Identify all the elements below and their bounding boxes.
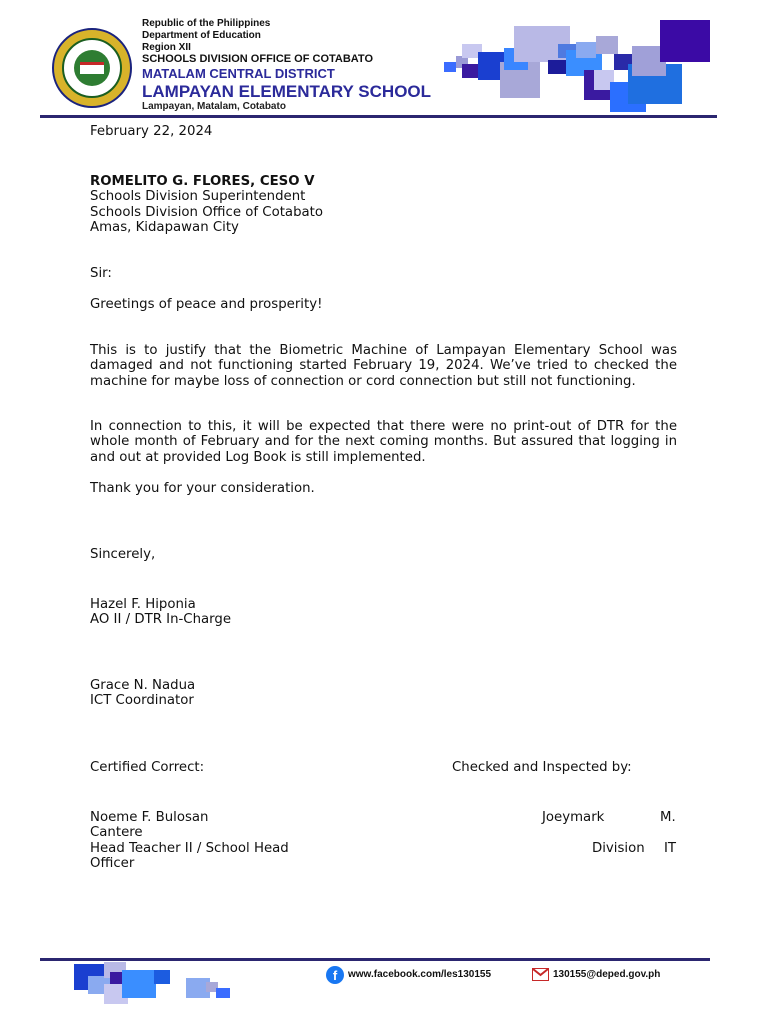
salutation: Sir:: [90, 266, 112, 281]
gmail-icon: [532, 968, 549, 981]
footer-divider: [40, 958, 710, 961]
letterhead-school-name: LAMPAYAN ELEMENTARY SCHOOL: [142, 82, 432, 101]
closing: Sincerely,: [90, 547, 156, 562]
greeting: Greetings of peace and prosperity!: [90, 297, 323, 312]
body-paragraph-2: In connection to this, it will be expected that there were no print-out of DTR for the whole month of February and for the next coming months. But assured that logging in and out at provided Log Book is still implemented.: [90, 419, 677, 465]
letterhead-republic: Republic of the Philippines: [142, 18, 271, 29]
signatory-name: Grace N. Nadua: [90, 678, 196, 693]
thanks-line: Thank you for your consideration.: [90, 481, 315, 496]
certified-correct-label: Certified Correct:: [90, 760, 205, 775]
certifier-name-continued: Cantere: [90, 825, 143, 840]
inspector-name-initial: M.: [660, 810, 676, 825]
inspector-position: Division: [592, 841, 645, 856]
inspector-position-continued: IT: [664, 841, 677, 856]
certifier-position: Head Teacher II / School Head: [90, 841, 289, 856]
letterhead-district: MATALAM CENTRAL DISTRICT: [142, 66, 335, 81]
letterhead-region: Region XII: [142, 42, 191, 53]
signatory-position: ICT Coordinator: [90, 693, 194, 708]
body-paragraph-1: This is to justify that the Biometric Machine of Lampayan Elementary School was damaged and not functioning started February 19, 2024. We’ve tried to checked the machine for maybe loss of connection or cord connection but still not functioning.: [90, 343, 677, 389]
signatory-position: AO II / DTR In-Charge: [90, 612, 232, 627]
facebook-link[interactable]: www.facebook.com/les130155: [348, 969, 492, 980]
letterhead-department: Department of Education: [142, 30, 261, 41]
letter-date: February 22, 2024: [90, 124, 213, 139]
certifier-name: Noeme F. Bulosan: [90, 810, 209, 825]
letterhead-division-office: SCHOOLS DIVISION OFFICE OF COTABATO: [142, 53, 374, 65]
signatory-name: Hazel F. Hiponia: [90, 597, 196, 612]
recipient-office: Schools Division Office of Cotabato: [90, 205, 324, 220]
recipient-title: Schools Division Superintendent: [90, 189, 306, 204]
inspector-name-first: Joeymark: [542, 810, 605, 825]
recipient-name: ROMELITO G. FLORES, CESO V: [90, 174, 315, 189]
letterhead-divider: [40, 115, 717, 118]
email-link[interactable]: 130155@deped.gov.ph: [553, 969, 661, 980]
checked-inspected-label: Checked and Inspected by:: [452, 760, 632, 775]
school-seal-book-icon: [80, 62, 104, 74]
facebook-icon: f: [326, 966, 344, 984]
letterhead-address: Lampayan, Matalam, Cotabato: [142, 101, 286, 112]
recipient-address: Amas, Kidapawan City: [90, 220, 239, 235]
certifier-position-continued: Officer: [90, 856, 135, 871]
